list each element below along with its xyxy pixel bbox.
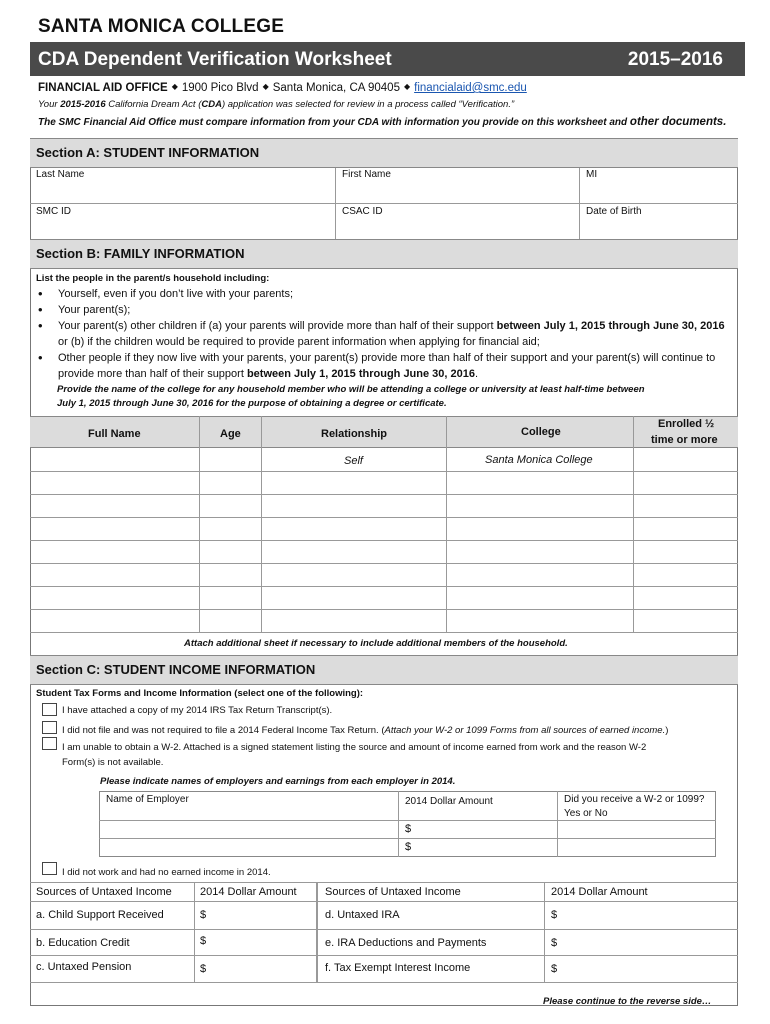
untaxed-f-dollar: $	[551, 963, 558, 975]
last-name-input[interactable]	[30, 168, 335, 203]
untaxed-col2: 2014 Dollar Amount	[200, 886, 297, 898]
list-item: • Your parent(s) other children if (a) your parents will provide more than half of their support between July 1, 2015 through June 30, 2016 or (b) if the children would be required to provide parent information when applying for financial aid;	[36, 318, 726, 350]
untaxed-ira: d. Untaxed IRA	[325, 909, 400, 921]
divider	[30, 586, 738, 587]
untaxed-c-dollar: $	[200, 963, 207, 975]
dob-input[interactable]	[580, 204, 738, 239]
employer-row2-dollar: $	[405, 841, 412, 853]
csac-id-input[interactable]	[336, 204, 579, 239]
income-intro: Student Tax Forms and Income Information (select one of the following):	[36, 688, 364, 699]
untaxed-ira-deductions: e. IRA Deductions and Payments	[325, 937, 487, 949]
option-no-w2-label-2: Form(s) is not available.	[62, 757, 164, 768]
form-title-banner	[30, 42, 745, 76]
divider	[30, 540, 738, 541]
employer-col-w2-1: Did you receive a W-2 or 1099?	[564, 794, 705, 805]
divider	[30, 901, 738, 902]
divider	[30, 471, 738, 472]
col-enrolled-1: Enrolled ½	[658, 418, 715, 430]
untaxed-col3: Sources of Untaxed Income	[325, 886, 461, 898]
compare-note: The SMC Financial Aid Office must compare information from your CDA with information you provide on this worksheet and other documents.	[38, 116, 727, 128]
form-year: 2015–2016	[627, 49, 723, 70]
email-link[interactable]: financialaid@smc.edu	[414, 82, 527, 94]
employer-row1-dollar: $	[405, 823, 412, 835]
divider	[30, 929, 738, 930]
college-note-1: Provide the name of the college for any household member who will be attending a college or university at least half-time between	[57, 384, 645, 395]
option-no-w2-label-1: I am unable to obtain a W-2. Attached is a signed statement listing the source and amount of income earned from work and the reason W-2	[62, 742, 647, 753]
col-age: Age	[220, 428, 241, 440]
divider	[199, 416, 200, 632]
form-title: CDA Dependent Verification Worksheet	[38, 49, 392, 70]
divider	[30, 563, 738, 564]
divider	[30, 882, 738, 883]
diamond-icon: ◆	[171, 82, 178, 91]
divider	[30, 982, 738, 983]
divider	[544, 882, 545, 982]
first-name-input[interactable]	[336, 168, 579, 203]
untaxed-col1: Sources of Untaxed Income	[36, 886, 172, 898]
last-name-label: Last Name	[36, 169, 85, 180]
row1-college: Santa Monica College	[485, 454, 593, 466]
divider	[316, 882, 318, 982]
address-street: 1900 Pico Blvd	[181, 82, 259, 94]
untaxed-col4: 2014 Dollar Amount	[551, 886, 648, 898]
mi-input[interactable]	[580, 168, 738, 203]
diamond-icon: ◆	[262, 82, 269, 91]
continue-note: Please continue to the reverse side…	[543, 996, 712, 1007]
smc-id-input[interactable]	[30, 204, 335, 239]
divider	[30, 632, 738, 633]
household-intro: List the people in the parent/s household including:	[36, 273, 270, 284]
untaxed-d-dollar: $	[551, 909, 558, 921]
option-transcript-checkbox[interactable]	[42, 703, 57, 716]
mi-label: MI	[586, 169, 598, 180]
list-item: • Your parent(s);	[36, 302, 726, 318]
untaxed-b-dollar: $	[200, 935, 207, 947]
divider	[261, 416, 262, 632]
divider	[30, 517, 738, 518]
dob-label: Date of Birth	[586, 206, 642, 217]
option-no-work-checkbox[interactable]	[42, 862, 57, 875]
list-item: • Other people if they now live with your parents, your parent(s) provide more than half of their support and your parent(s) will continue to provide more than half of their support between July 1, 2015 through June 30, 2016.	[36, 350, 726, 382]
option-not-filed-label: I did not file and was not required to file a 2014 Federal Income Tax Return. (Attach your W-2 or 1099 Forms from all sources of earned income.)	[62, 725, 669, 736]
divider	[99, 820, 716, 821]
untaxed-pension: c. Untaxed Pension	[36, 961, 132, 973]
option-transcript-label: I have attached a copy of my 2014 IRS Tax Return Transcript(s).	[62, 705, 333, 716]
divider	[30, 494, 738, 495]
employer-col-w2-2: Yes or No	[564, 808, 608, 819]
col-enrolled-2: time or more	[651, 434, 718, 446]
untaxed-a-dollar: $	[200, 909, 207, 921]
verification-note: Your 2015-2016 California Dream Act (CDA) application was selected for review in a process called “Verification.”	[38, 99, 515, 110]
college-note-2: July 1, 2015 through June 30, 2016 for the purpose of obtaining a degree or certificate.	[57, 398, 447, 409]
divider	[557, 791, 558, 857]
col-relationship: Relationship	[321, 428, 388, 440]
divider	[633, 416, 634, 632]
section-c-header: Section C: STUDENT INCOME INFORMATION	[30, 655, 738, 685]
employer-col-name: Name of Employer	[106, 794, 189, 805]
attach-note: Attach additional sheet if necessary to include additional members of the household.	[184, 638, 568, 649]
untaxed-child-support: a. Child Support Received	[36, 909, 164, 921]
option-not-filed-checkbox[interactable]	[42, 721, 57, 734]
diamond-icon: ◆	[403, 82, 411, 91]
household-list	[36, 286, 726, 382]
option-no-work-label: I did not work and had no earned income in 2014.	[62, 867, 271, 878]
col-college: College	[521, 426, 561, 438]
smc-id-label: SMC ID	[36, 206, 71, 217]
first-name-label: First Name	[342, 169, 391, 180]
divider	[398, 791, 399, 857]
divider	[30, 955, 738, 956]
list-item: • Yourself, even if you don’t live with your parents;	[36, 286, 726, 302]
section-b-header: Section B: FAMILY INFORMATION	[30, 239, 738, 269]
divider	[30, 609, 738, 610]
college-name: SANTA MONICA COLLEGE	[38, 16, 285, 37]
option-no-w2-checkbox[interactable]	[42, 737, 57, 750]
untaxed-tax-exempt-interest: f. Tax Exempt Interest Income	[325, 962, 471, 974]
col-full-name: Full Name	[88, 428, 141, 440]
divider	[99, 838, 716, 839]
divider	[194, 882, 195, 982]
divider	[446, 416, 447, 632]
office-address	[38, 82, 527, 94]
office-name: FINANCIAL AID OFFICE	[38, 82, 168, 94]
section-a-header: Section A: STUDENT INFORMATION	[30, 138, 738, 168]
employer-col-amount: 2014 Dollar Amount	[405, 796, 493, 807]
address-city: Santa Monica, CA 90405	[272, 82, 400, 94]
employer-note: Please indicate names of employers and earnings from each employer in 2014.	[100, 776, 456, 787]
row1-relationship: Self	[344, 455, 363, 467]
csac-id-label: CSAC ID	[342, 206, 383, 217]
untaxed-e-dollar: $	[551, 937, 558, 949]
untaxed-education-credit: b. Education Credit	[36, 937, 130, 949]
